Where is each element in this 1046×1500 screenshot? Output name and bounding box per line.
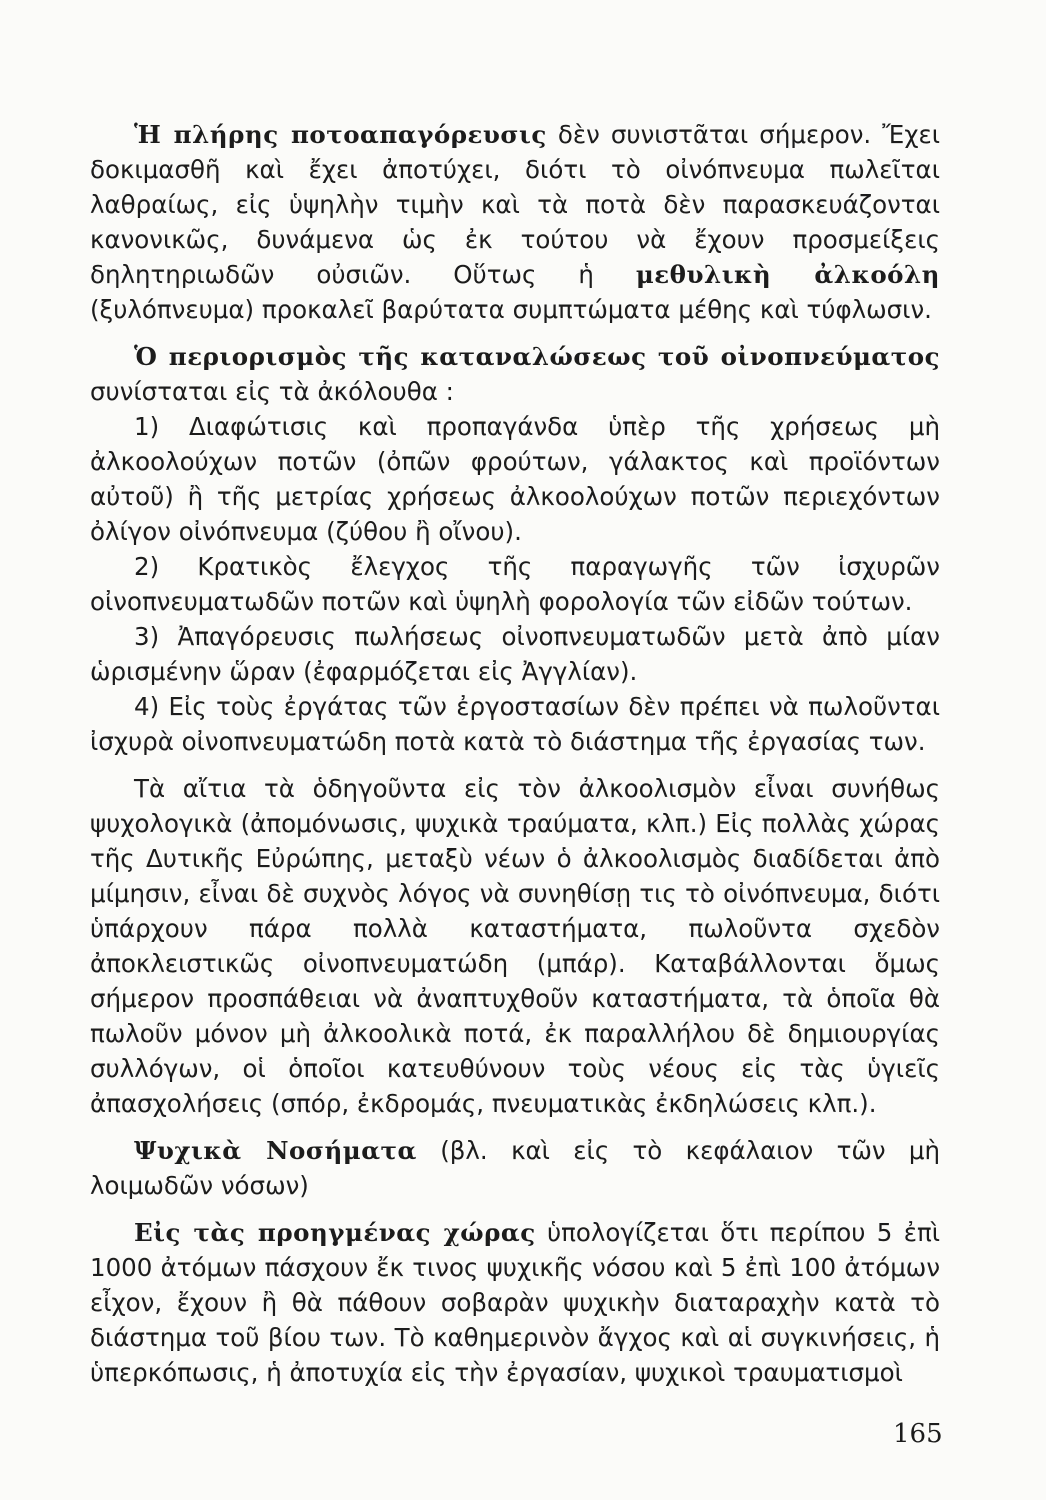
term-restriction: Ὁ περιορισμὸς τῆς καταναλώσεως τοῦ οἰνοπνεύματος — [134, 342, 940, 371]
list-item: 2) Κρατικὸς ἔλεγχος τῆς παραγωγῆς τῶν ἰσχυρῶν οἰνοπνευματωδῶν ποτῶν καὶ ὑψηλὴ φορολογία τῶν εἰδῶν τούτων. — [90, 552, 940, 616]
term-developed-countries: Εἰς τὰς προηγμένας χώρας — [134, 1218, 536, 1247]
paragraph-causes: Τὰ αἴτια τὰ ὁδηγοῦντα εἰς τὸν ἀλκοολισμὸν εἶναι συνήθως ψυχολογικὰ (ἀπομόνωσις, ψυχικὰ τραύματα, κλπ.) Εἰς πολλὰς χώρας τῆς Δυτικῆς Εὐρώπης, μεταξὺ νέων ὁ ἀλκοολισμὸς διαδίδεται ἀπὸ μίμησιν, εἶναι δὲ συχνὸς λόγος νὰ συνηθίσῃ τις τὸ οἰνόπνευμα, διότι ὑπάρχουν πάρα πολλὰ καταστήματα, πωλοῦντα σχεδὸν ἀποκλειστικῶς οἰνοπνευματώδη (μπάρ). Καταβάλλονται ὅμως σήμερον προσπάθειαι νὰ ἀναπτυχθοῦν καταστήματα, τὰ ὁποῖα θὰ πωλοῦν μόνον μὴ ἀλκοολικὰ ποτά, ἐκ παραλλήλου δὲ δημιουργίας συλλόγων, οἱ ὁποῖοι κατευθύνουν τοὺς νέους εἰς τὰς ὑγιεῖς ἀπασχολήσεις (σπόρ, ἐκδρομάς, πνευματικὰς ἐκδηλώσεις κλπ.). — [90, 774, 940, 1118]
paragraph-prohibition — [90, 117, 940, 327]
paragraph-mental-illness-heading — [90, 1133, 940, 1203]
body-text — [90, 117, 940, 1390]
paragraph-developed-countries — [90, 1215, 940, 1390]
page-number: 165 — [893, 1419, 943, 1449]
paragraph-restriction — [90, 339, 940, 409]
paragraph-text: δὲν συνιστᾶται σήμερον. Ἔχει δοκιμασθῆ καὶ ἔχει ἀποτύχει, διότι τὸ οἰνόπνευμα πωλεῖται λαθραίως, εἰς ὑψηλὴν τιμὴν καὶ τὰ ποτὰ δὲν παρασκευάζονται κανονικῶς, δυνάμενα ὡς ἐκ τούτου νὰ ἔχουν προσμείξεις δηλητηριωδῶν οὐσιῶν. Οὕτως ἡ — [90, 120, 941, 289]
paragraph-text: συνίσταται εἰς τὰ ἀκόλουθα : — [90, 377, 454, 406]
section-title-mental-illness: Ψυχικὰ Νοσήματα — [134, 1136, 417, 1165]
paragraph-text: (ξυλόπνευμα) προκαλεῖ βαρύτατα συμπτώματα μέθης καὶ τύφλωσιν. — [90, 295, 932, 324]
paragraph-text: (βλ. καὶ εἰς τὸ κεφάλαιον τῶν μὴ λοιμωδῶν νόσων) — [90, 1136, 941, 1200]
list-item: 3) Ἀπαγόρευσις πωλήσεως οἰνοπνευματωδῶν μετὰ ἀπὸ μίαν ὡρισμένην ὥραν (ἐφαρμόζεται εἰς Ἀγγλίαν). — [90, 622, 940, 686]
list-item: 1) Διαφώτισις καὶ προπαγάνδα ὑπὲρ τῆς χρήσεως μὴ ἀλκοολούχων ποτῶν (ὀπῶν φρούτων, γάλακτος καὶ προϊόντων αὐτοῦ) ἢ τῆς μετρίας χρήσεως ἀλκοολούχων ποτῶν περιεχόντων ὀλίγον οἰνόπνευμα (ζύθου ἢ οἴνου). — [90, 412, 940, 546]
list-item: 4) Εἰς τοὺς ἐργάτας τῶν ἐργοστασίων δὲν πρέπει νὰ πωλοῦνται ἰσχυρὰ οἰνοπνευματώδη ποτὰ κατὰ τὸ διάστημα τῆς ἐργασίας των. — [90, 692, 940, 756]
term-prohibition: Ἡ πλήρης ποτοαπαγόρευσις — [134, 120, 547, 149]
term-methyl-alcohol: μεθυλικὴ ἀλκοόλη — [635, 260, 940, 289]
paragraph-text: ὑπολογίζεται ὅτι περίπου 5 ἐπὶ 1000 ἀτόμων πάσχουν ἔκ τινος ψυχικῆς νόσου καὶ 5 ἐπὶ 100 ἀτόμων εἶχον, ἔχουν ἢ θὰ πάθουν σοβαρὰν ψυχικὴν διαταραχὴν κατὰ τὸ διάστημα τοῦ βίου των. Τὸ καθημερινὸν ἄγχος καὶ αἱ συγκινήσεις, ἡ ὑπερκόπωσις, ἡ ἀποτυχία εἰς τὴν ἐργασίαν, ψυχικοὶ τραυματισμοὶ — [90, 1218, 940, 1387]
